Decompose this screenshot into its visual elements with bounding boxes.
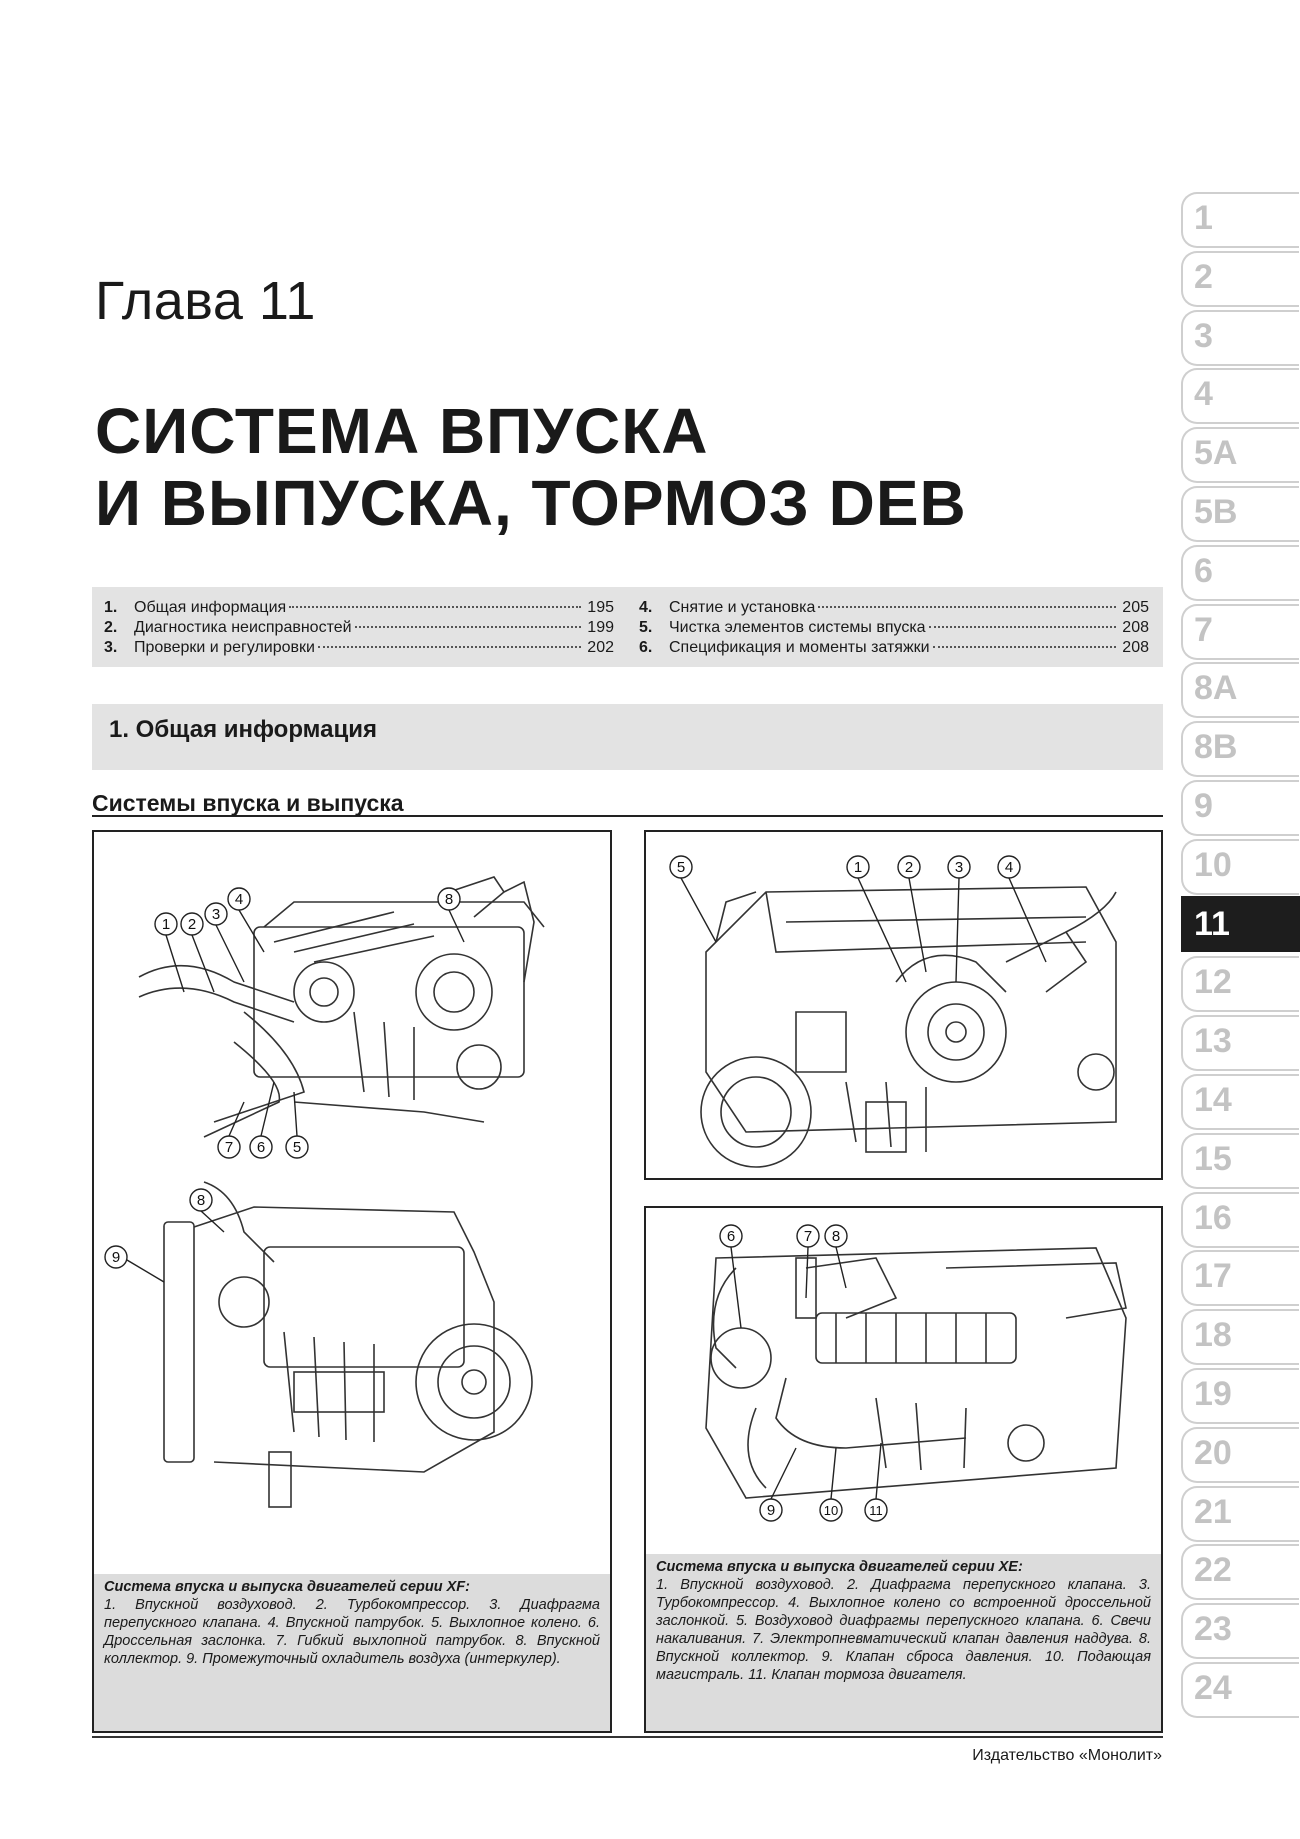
callout-label: 1 — [853, 859, 863, 876]
toc-leader-dots — [929, 626, 1116, 628]
chapter-tab-label: 10 — [1194, 845, 1232, 884]
section-heading-bar — [92, 704, 1163, 770]
callout-label: 8 — [831, 1228, 841, 1245]
figure-xe-caption-text: 1. Впускной воздуховод. 2. Диафрагма перепускного клапана. 3. Турбокомпрессор. 4. Выхлопное колено со встроенной дроссельной заслонкой. 5. Воздуховод диафрагмы перепускного клапана. 6. Свечи накаливания. 7. Электропневматический клапан давления наддува. 8. Впускной коллектор. 9. Клапан сброса давления. 10. Подающая магистраль. 11. Клапан тормоза двигателя. — [656, 1577, 1151, 1683]
subheading: Системы впуска и выпуска — [92, 790, 1163, 817]
callout-label: 9 — [111, 1249, 121, 1266]
chapter-tab[interactable] — [1181, 1013, 1300, 1069]
callout-label: 5 — [292, 1139, 302, 1156]
chapter-tab-label: 14 — [1194, 1081, 1232, 1119]
chapter-tab[interactable] — [1181, 1366, 1300, 1422]
chapter-tab[interactable] — [1181, 837, 1300, 893]
engine-xe-top-illustration — [646, 832, 1161, 1178]
chapter-title-line-1: СИСТЕМА ВПУСКА — [95, 395, 709, 467]
table-of-contents — [92, 587, 1163, 667]
chapter-tab-label: 1 — [1194, 199, 1213, 237]
footer-rule — [92, 1736, 1163, 1738]
figure-xe-bottom-frame — [644, 1206, 1163, 1733]
chapter-tab-label: 19 — [1194, 1375, 1232, 1413]
section-heading: 1. Общая информация — [109, 716, 377, 743]
toc-leader-dots — [818, 606, 1116, 608]
chapter-tab[interactable] — [1181, 190, 1300, 246]
toc-entry-page: 202 — [587, 639, 614, 656]
figure-xe-caption — [646, 1554, 1161, 1731]
chapter-tab-label: 12 — [1194, 963, 1232, 1002]
callout-label: 3 — [211, 906, 221, 923]
chapter-tab-label: 7 — [1194, 610, 1213, 649]
toc-entry[interactable] — [639, 618, 1149, 638]
toc-leader-dots — [289, 606, 581, 608]
publisher-name: Издательство «Монолит» — [972, 1747, 1162, 1764]
chapter-tab-label: 18 — [1194, 1316, 1232, 1355]
figure-xe-top-frame — [644, 830, 1163, 1180]
chapter-tab-label: 4 — [1194, 375, 1213, 414]
chapter-tab-label: 15 — [1194, 1139, 1232, 1178]
toc-entry[interactable] — [104, 618, 614, 638]
chapter-tab[interactable] — [1181, 308, 1300, 364]
toc-entry-label: Проверки и регулировки — [134, 639, 315, 656]
toc-entry-page: 195 — [587, 599, 614, 616]
chapter-tab-label: 6 — [1194, 551, 1213, 590]
callout-label: 2 — [904, 859, 914, 876]
chapter-tab[interactable] — [1181, 1660, 1300, 1716]
callout-label: 7 — [803, 1228, 813, 1245]
toc-entry-number: 4. — [639, 599, 653, 616]
chapter-tab[interactable] — [1181, 366, 1300, 422]
chapter-title — [95, 395, 967, 539]
chapter-tab[interactable] — [1181, 1542, 1300, 1598]
toc-column-left — [104, 598, 614, 658]
toc-entry-label: Диагностика неисправностей — [134, 619, 352, 636]
callout-label: 4 — [1004, 859, 1014, 876]
chapter-tab[interactable] — [1181, 1307, 1300, 1363]
toc-leader-dots — [318, 646, 581, 648]
callout-label: 1 — [161, 916, 171, 933]
chapter-tab-label: 11 — [1194, 904, 1230, 943]
toc-leader-dots — [355, 626, 581, 628]
toc-entry-number: 1. — [104, 599, 118, 616]
toc-entry-page: 208 — [1122, 619, 1149, 636]
callout-label: 9 — [766, 1502, 776, 1519]
chapter-tab-label: 5A — [1194, 434, 1238, 473]
toc-entry-label: Чистка элементов системы впуска — [669, 619, 926, 636]
chapter-tab-label: 8B — [1194, 728, 1238, 767]
chapter-tab[interactable] — [1181, 1601, 1300, 1657]
toc-entry-number: 6. — [639, 639, 653, 656]
figure-xf-frame — [92, 830, 612, 1733]
chapter-tab[interactable] — [1181, 660, 1300, 716]
toc-entry-page: 205 — [1122, 599, 1149, 616]
figure-xe-caption-title: Система впуска и выпуска двигателей серии XE: — [656, 1559, 1023, 1575]
chapter-tab[interactable] — [1181, 1484, 1300, 1540]
chapter-label: Глава 11 — [95, 271, 316, 331]
figure-xf-caption-title: Система впуска и выпуска двигателей серии XF: — [104, 1579, 470, 1595]
chapter-tab[interactable] — [1181, 1248, 1300, 1304]
figure-xf-caption-text: 1. Впускной воздуховод. 2. Турбокомпрессор. 3. Диафрагма перепускного клапана. 4. Впускной патрубок. 5. Выхлопное колено. 6. Дроссельная заслонка. 7. Гибкий выхлопной патрубок. 8. Впускной коллектор. 9. Промежуточный охладитель воздуха (интеркулер). — [104, 1597, 600, 1667]
toc-entry-label: Снятие и установка — [669, 599, 816, 616]
chapter-tab-label: 22 — [1194, 1551, 1232, 1590]
chapter-tab-label: 13 — [1194, 1022, 1232, 1061]
chapter-tab[interactable] — [1181, 1072, 1300, 1128]
chapter-tab[interactable] — [1181, 719, 1300, 775]
toc-column-right — [639, 598, 1149, 658]
chapter-tab-label: 20 — [1194, 1433, 1232, 1472]
chapter-tab-label: 2 — [1194, 257, 1213, 296]
chapter-tab[interactable] — [1181, 896, 1300, 952]
toc-entry[interactable] — [104, 638, 614, 658]
toc-entry-label: Общая информация — [134, 599, 287, 616]
engine-xe-bottom-illustration — [646, 1208, 1161, 1554]
callout-label: 6 — [726, 1228, 736, 1245]
callout-label: 4 — [234, 891, 244, 908]
chapter-tab[interactable] — [1181, 249, 1300, 305]
toc-entry[interactable] — [104, 598, 614, 618]
chapter-title-line-2: И ВЫПУСКА, ТОРМОЗ DEB — [95, 467, 967, 539]
chapter-tab[interactable] — [1181, 954, 1300, 1010]
chapter-tab[interactable] — [1181, 425, 1300, 481]
toc-entry-number: 5. — [639, 619, 653, 636]
chapter-tab[interactable] — [1181, 484, 1300, 540]
chapter-tab-label: 24 — [1194, 1669, 1232, 1707]
toc-entry[interactable] — [639, 598, 1149, 618]
toc-entry-number: 3. — [104, 639, 118, 656]
chapter-tab[interactable] — [1181, 1190, 1300, 1246]
chapter-tab-label: 3 — [1194, 316, 1213, 355]
toc-entry-number: 2. — [104, 619, 118, 636]
chapter-tab-label: 9 — [1194, 787, 1213, 825]
chapter-tab[interactable] — [1181, 543, 1300, 599]
toc-leader-dots — [933, 646, 1116, 648]
engine-xf-illustration — [94, 832, 610, 1572]
callout-label: 7 — [224, 1139, 234, 1156]
figure-xf-caption — [94, 1574, 610, 1731]
callout-label: 10 — [823, 1503, 839, 1518]
chapter-tab[interactable] — [1181, 1425, 1300, 1481]
toc-entry-page: 208 — [1122, 639, 1149, 656]
callout-label: 8 — [196, 1192, 206, 1209]
toc-entry[interactable] — [639, 638, 1149, 658]
chapter-tab-label: 17 — [1194, 1257, 1232, 1296]
callout-label: 2 — [187, 916, 197, 933]
chapter-tab-label: 16 — [1194, 1198, 1232, 1237]
callout-label: 8 — [444, 891, 454, 908]
chapter-tab-label: 8A — [1194, 669, 1238, 708]
chapter-tab-label: 5B — [1194, 493, 1238, 531]
callout-label: 5 — [676, 859, 686, 876]
chapter-tab[interactable] — [1181, 778, 1300, 834]
chapter-tab[interactable] — [1181, 1131, 1300, 1187]
callout-label: 3 — [954, 859, 964, 876]
chapter-tab-label: 21 — [1194, 1492, 1232, 1531]
chapter-tab[interactable] — [1181, 602, 1300, 658]
toc-entry-page: 199 — [587, 619, 614, 636]
toc-entry-label: Спецификация и моменты затяжки — [669, 639, 930, 656]
callout-label: 11 — [869, 1503, 883, 1518]
chapter-tab-label: 23 — [1194, 1610, 1232, 1649]
callout-label: 6 — [256, 1139, 266, 1156]
